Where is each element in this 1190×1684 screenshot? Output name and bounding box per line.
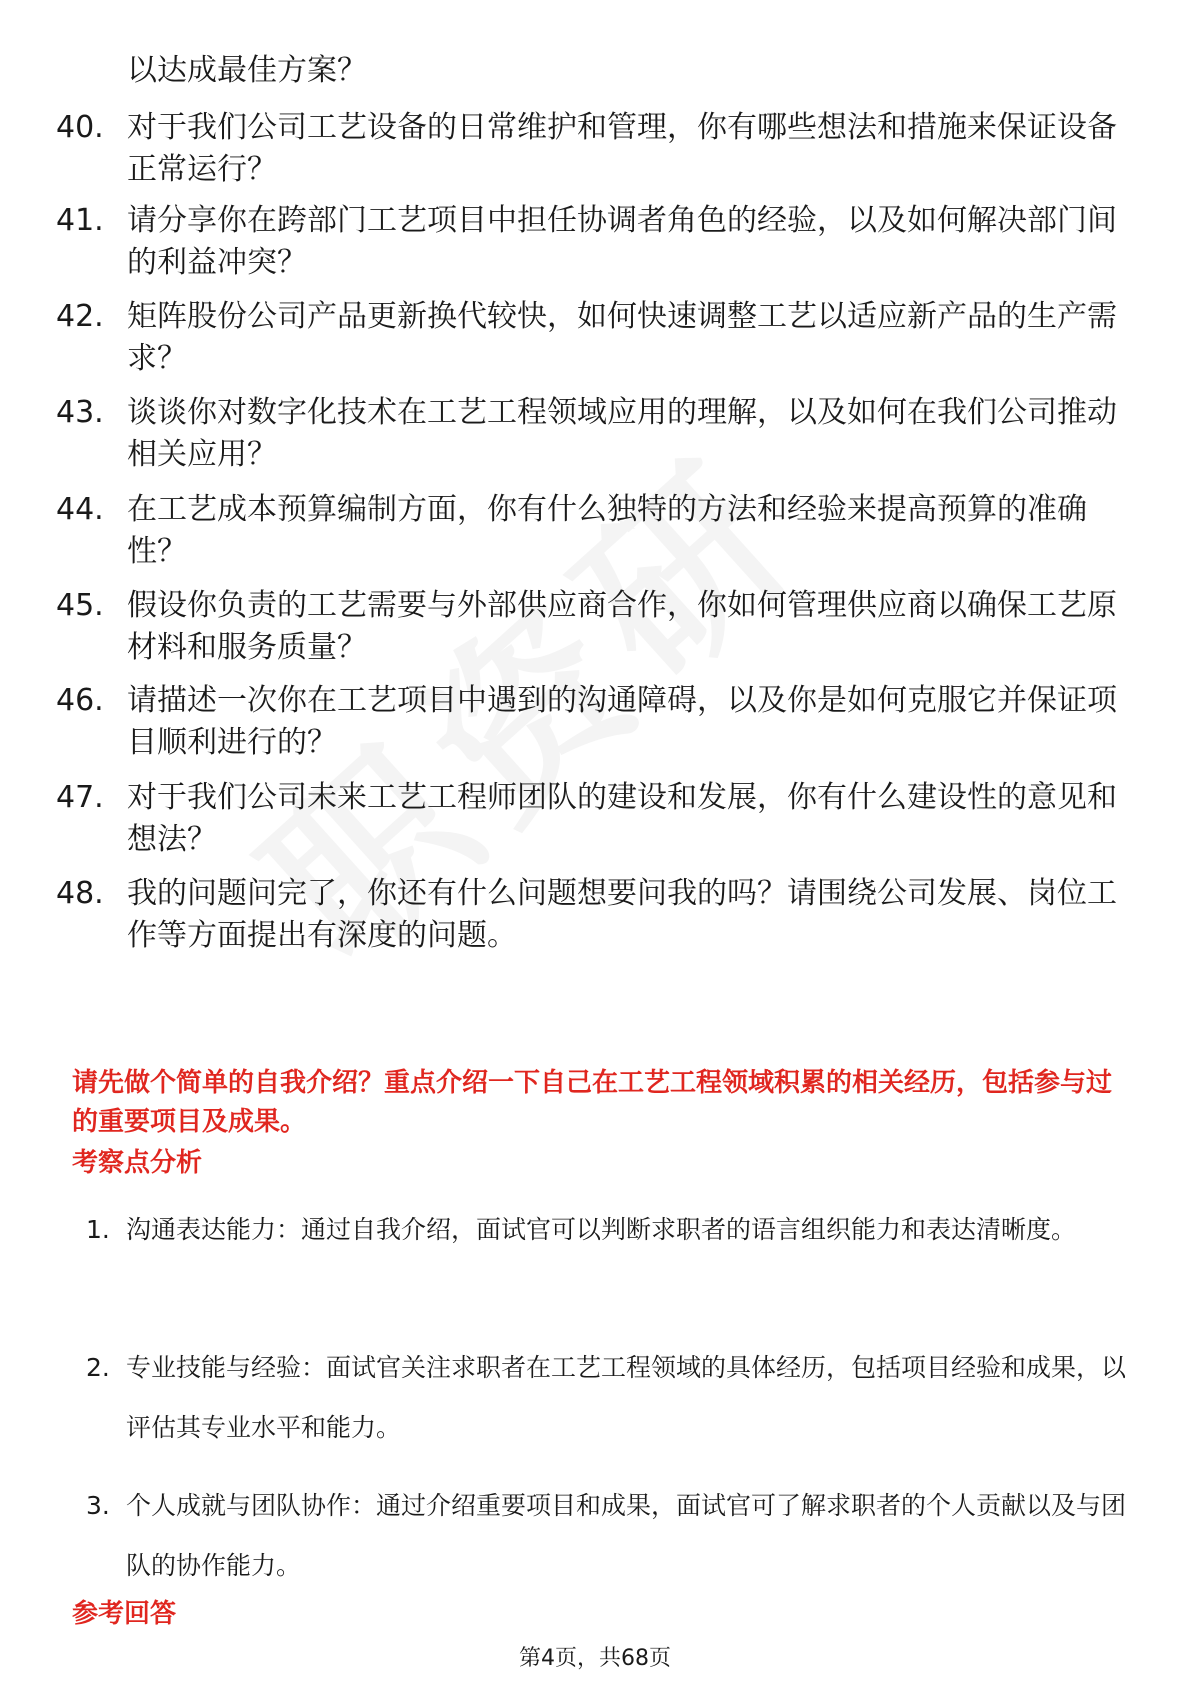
question-item — [56, 777, 1136, 861]
analysis-item — [86, 1200, 1126, 1260]
analysis-number: 3. — [86, 1491, 110, 1520]
analysis-text: 专业技能与经验：面试官关注求职者在工艺工程领域的具体经历，包括项目经验和成果，以评估其专业水平和能力。 — [126, 1353, 1127, 1442]
question-text: 假设你负责的工艺需要与外部供应商合作，你如何管理供应商以确保工艺原材料和服务质量？ — [127, 588, 1117, 665]
question-item — [56, 392, 1136, 476]
analysis-title: 考察点分析 — [72, 1148, 203, 1178]
question-item — [56, 680, 1136, 764]
analysis-number: 1. — [86, 1215, 110, 1244]
question-number: 42. — [56, 299, 104, 334]
question-item — [56, 873, 1136, 957]
question-text: 对于我们公司未来工艺工程师团队的建设和发展，你有什么建设性的意见和想法？ — [127, 780, 1117, 857]
question-item — [56, 585, 1136, 669]
analysis-text: 个人成就与团队协作：通过介绍重要项目和成果，面试官可了解求职者的个人贡献以及与团队的协作能力。 — [126, 1491, 1127, 1580]
question-number: 41. — [56, 203, 104, 238]
question-item — [56, 200, 1136, 284]
question-number: 44. — [56, 492, 104, 527]
analysis-item — [86, 1476, 1126, 1596]
question-number: 45. — [56, 588, 104, 623]
question-item — [56, 489, 1136, 573]
question-item — [56, 107, 1136, 191]
question-text: 谈谈你对数字化技术在工艺工程领域应用的理解，以及如何在我们公司推动相关应用？ — [127, 395, 1117, 472]
analysis-item — [86, 1338, 1126, 1458]
question-number: 43. — [56, 395, 104, 430]
question-text: 请分享你在跨部门工艺项目中担任协调者角色的经验，以及如何解决部门间的利益冲突？ — [127, 203, 1117, 280]
question-text: 在工艺成本预算编制方面，你有什么独特的方法和经验来提高预算的准确性？ — [127, 492, 1087, 569]
question-number: 47. — [56, 780, 104, 815]
question-text: 对于我们公司工艺设备的日常维护和管理，你有哪些想法和措施来保证设备正常运行？ — [127, 110, 1117, 187]
question-text: 我的问题问完了，你还有什么问题想要问我的吗？请围绕公司发展、岗位工作等方面提出有深度的问题。 — [127, 876, 1117, 953]
question-number: 40. — [56, 110, 104, 145]
question-text: 矩阵股份公司产品更新换代较快，如何快速调整工艺以适应新产品的生产需求？ — [127, 299, 1117, 376]
reference-answer-title: 参考回答 — [72, 1599, 177, 1629]
question-number: 48. — [56, 876, 104, 911]
analysis-text: 沟通表达能力：通过自我介绍，面试官可以判断求职者的语言组织能力和表达清晰度。 — [126, 1215, 1077, 1244]
continued-question-line: 以达成最佳方案？ — [127, 53, 367, 88]
analysis-number: 2. — [86, 1353, 110, 1382]
question-text: 请描述一次你在工艺项目中遇到的沟通障碍，以及你是如何克服它并保证项目顺利进行的？ — [127, 683, 1117, 760]
question-number: 46. — [56, 683, 104, 718]
page-footer: 第4页，共68页 — [519, 1646, 671, 1671]
question-item — [56, 296, 1136, 380]
highlight-question: 请先做个简单的自我介绍？重点介绍一下自己在工艺工程领域积累的相关经历，包括参与过的重要项目及成果。 — [72, 1068, 1113, 1137]
